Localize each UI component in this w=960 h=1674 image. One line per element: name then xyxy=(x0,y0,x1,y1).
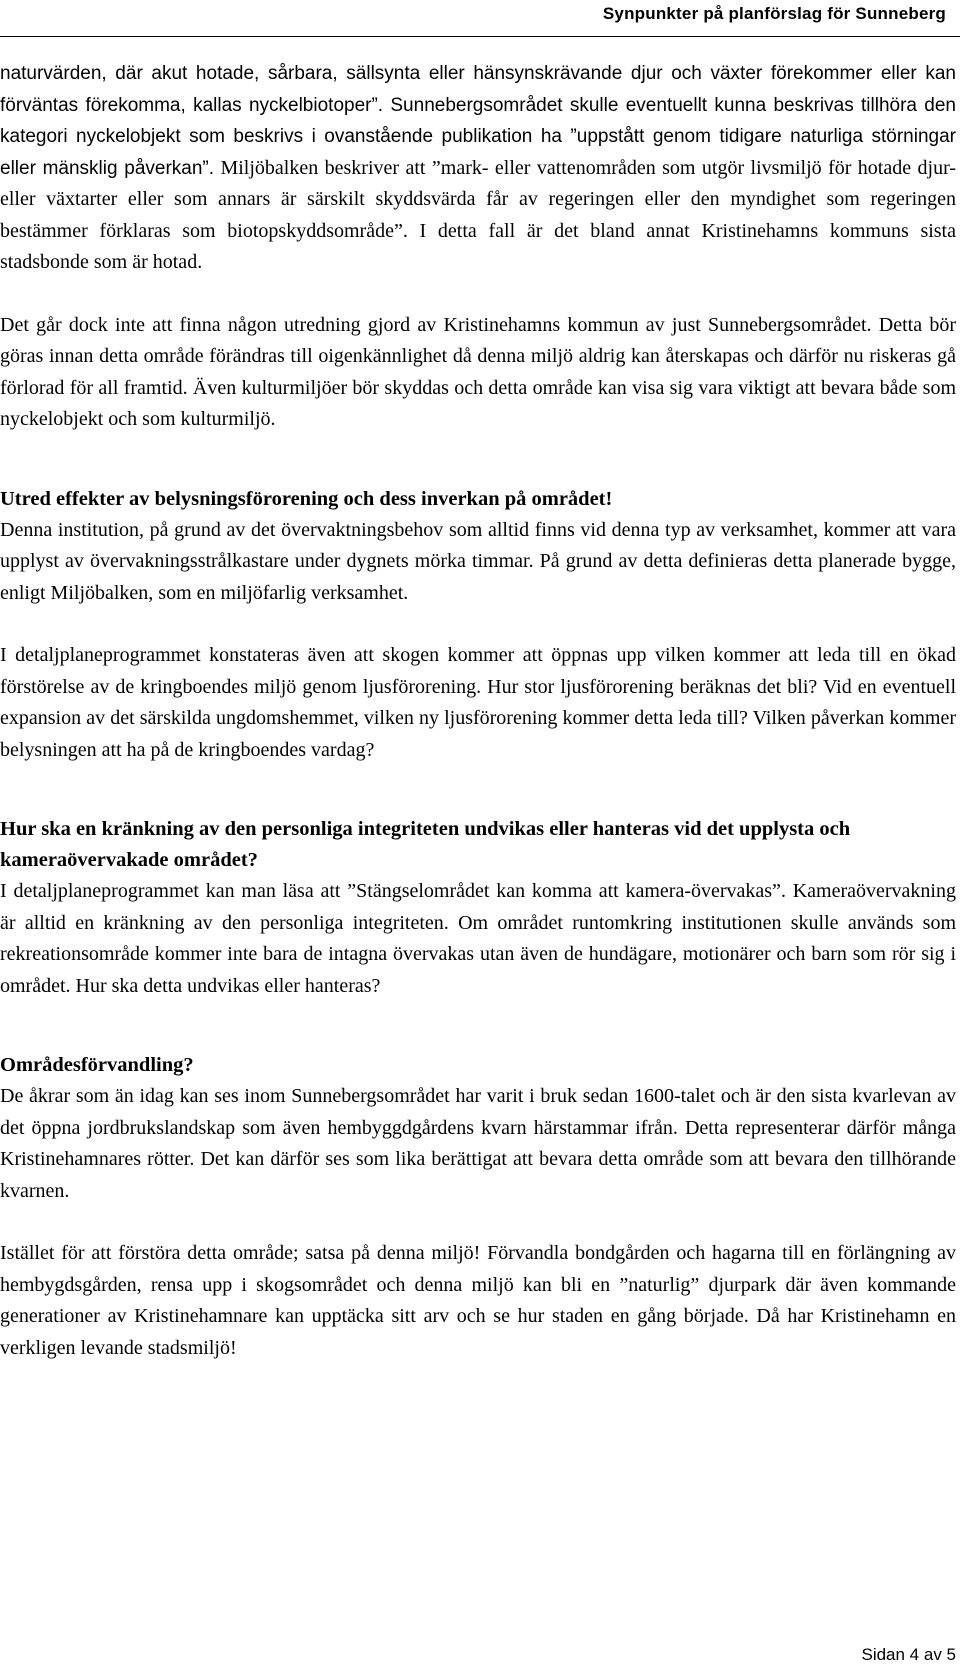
document-header-title: Synpunkter på planförslag för Sunneberg xyxy=(602,4,946,23)
paragraph-satsa: Istället för att förstöra detta område; satsa på denna miljö! Förvandla bondgården och hagarna till en förlängning av hembygdsgården, rensa upp i skogsområdet och denna miljö kan bli en ”naturlig” djurpark där även kommande generationer av Kristinehamnare kan upptäcka sitt arv och se hur staden en gång började. Då har Kristinehamn en verkligen levande stadsmiljö! xyxy=(0,1242,956,1359)
paragraph-serif-part: Miljöbalken beskriver att ”mark- eller vattenområden som utgör livsmiljö för hotade djur- eller växtarter eller som annars är särskilt skyddsvärda får av regeringen eller den myndighet som regeringen bestämmer förklaras som biotopskyddsområde”. I detta fall är det bland annat Kristinehamns kommuns sista stadsbonde som är hotad. xyxy=(0,156,957,273)
page-number: Sidan 4 av 5 xyxy=(861,1645,956,1664)
paragraph-akrar: De åkrar som än idag kan ses inom Sunnebergsområdet har varit i bruk sedan 1600-talet och är den sista kvarlevan av det öppna jordbrukslandskap som även hembyggdgårdens kvarn härstammar ifrån. Detta representerar därför många Kristinehamnares rötter. Det kan därför ses som lika berättigat att bevara detta område som att bevara den tillhörande kvarnen. xyxy=(0,1085,956,1202)
paragraph-nyckelbiotoper xyxy=(0,58,956,279)
paragraph-institution: Denna institution, på grund av det övervaktningsbehov som alltid finns vid denna typ av verksamhet, kommer att vara upplyst av övervakningsstrålkastare under dygnets mörka timmar. På grund av detta definieras detta planerade bygge, enligt Miljöbalken, som en miljöfarlig verksamhet. xyxy=(0,518,956,604)
heading-integritet: Hur ska en kränkning av den personliga integriteten undvikas eller hanteras vid det upplysta och kameraövervakade området? xyxy=(0,818,851,871)
paragraph-ljusfororening: I detaljplaneprogrammet konstateras även att skogen kommer att öppnas upp vilken kommer att leda till en ökad förstörelse av de kringboendes miljö genom ljusförorening. Hur stor ljusförorening beräknas det bli? Vid en eventuell expansion av det särskilda ungdomshemmet, vilken ny ljusförorening kommer detta leda till? Vilken påverkan kommer belysningen att ha på de kringboendes vardag? xyxy=(0,644,956,761)
header-divider xyxy=(0,36,960,37)
paragraph-kameraovervakning: I detaljplaneprogrammet kan man läsa att ”Stängselområdet kan komma att kamera-övervakas”. Kameraövervakning är alltid en kränkning av den personliga integriteten. Om området runtomkring institutionen skulle används som rekreationsområde kommer inte bara de intagna övervakas utan även de hundägare, motionärer och barn som rör sig i området. Hur ska detta undvikas eller hanteras? xyxy=(0,880,956,997)
heading-belysning: Utred effekter av belysningsförorening och dess inverkan på området! xyxy=(0,487,613,510)
heading-omradesforvandling: Områdesförvandling? xyxy=(0,1054,194,1076)
paragraph-utredning: Det går dock inte att finna någon utredning gjord av Kristinehamns kommun av just Sunnebergsområdet. Detta bör göras innan detta område förändras till oigenkännlighet då denna miljö aldrig kan återskapas och därför nu riskeras gå förlorad för all framtid. Även kulturmiljöer bör skyddas och detta område kan visa sig vara viktigt att bevara både som nyckelobjekt och som kulturmiljö. xyxy=(0,313,956,430)
paragraph-sans-part: naturvärden, där akut hotade, sårbara, sällsynta eller hänsynskrävande djur och växter förekommer eller kan förväntas förekomma, kallas nyckelbiotoper”. Sunnebergsområdet skulle eventuellt kunna beskrivas tillhöra den kategori nyckelobjekt som beskrivs i ovanstående publikation ha ”uppstått genom tidigare naturliga störningar eller mänsklig påverkan”. xyxy=(0,63,956,179)
document-body xyxy=(0,58,956,1364)
